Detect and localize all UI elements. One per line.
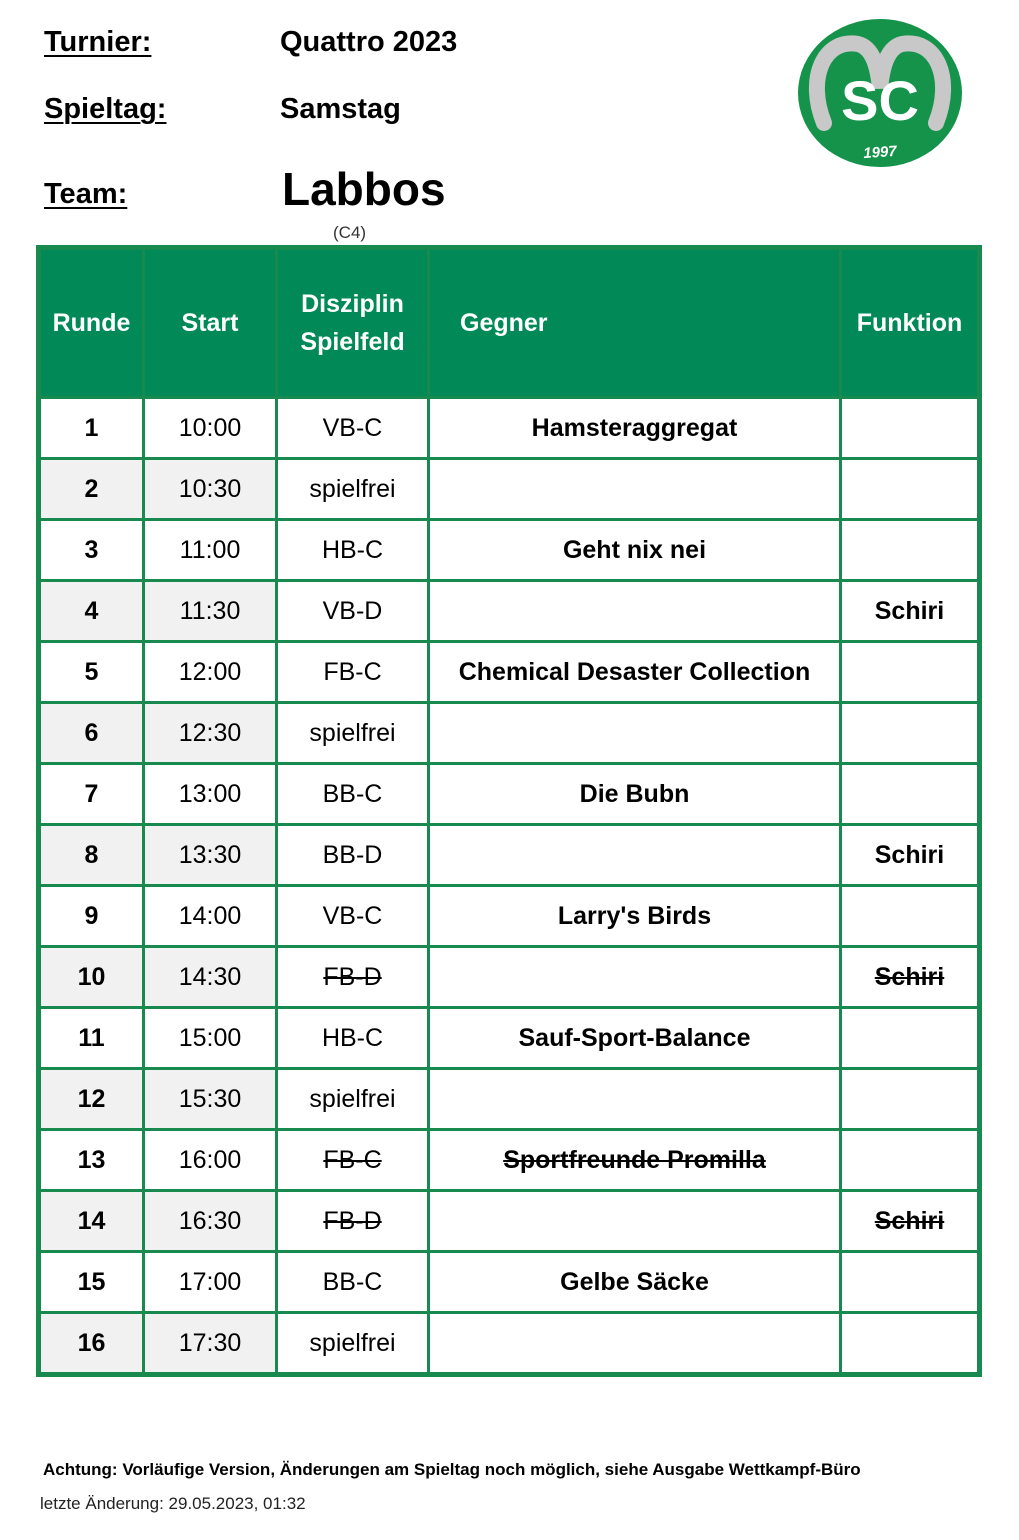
cell-runde <box>39 642 144 703</box>
cell-funktion <box>841 520 980 581</box>
table-header-row <box>39 248 980 398</box>
cell-gegner <box>429 1008 841 1069</box>
cell-funktion <box>841 642 980 703</box>
cell-spielfeld-text: spielfrei <box>309 1084 396 1113</box>
cell-gegner-text: Larry's Birds <box>557 901 712 930</box>
cell-gegner <box>429 459 841 520</box>
cell-spielfeld <box>277 398 429 459</box>
turnier-label: Turnier: <box>44 26 152 58</box>
cell-gegner <box>429 1130 841 1191</box>
cell-runde-text: 4 <box>84 596 99 625</box>
cell-spielfeld-text: VB-D <box>322 596 383 625</box>
cell-start <box>144 1313 277 1375</box>
cell-start-text: 14:30 <box>178 962 242 991</box>
turnier-value: Quattro 2023 <box>280 26 458 58</box>
cell-runde <box>39 1008 144 1069</box>
table-row <box>39 1252 980 1313</box>
cell-runde-text: 3 <box>84 535 99 564</box>
cell-start <box>144 764 277 825</box>
cell-start-text: 15:00 <box>178 1023 242 1052</box>
cell-start-text: 12:00 <box>178 657 242 686</box>
cell-spielfeld <box>277 459 429 520</box>
cell-start-text: 11:30 <box>179 596 241 625</box>
cell-start-text: 10:00 <box>178 413 242 442</box>
table-row <box>39 1130 980 1191</box>
cell-gegner <box>429 764 841 825</box>
cell-runde-text: 12 <box>77 1084 106 1113</box>
cell-gegner-text: Geht nix nei <box>562 535 707 564</box>
cell-spielfeld-text: BB-C <box>322 1267 383 1296</box>
cell-start-text: 11:00 <box>179 535 241 564</box>
cell-gegner <box>429 1069 841 1130</box>
cell-start <box>144 642 277 703</box>
cell-funktion <box>841 1069 980 1130</box>
cell-start-text: 13:30 <box>178 840 242 869</box>
last-change: letzte Änderung: 29.05.2023, 01:32 <box>40 1494 306 1513</box>
cell-start <box>144 703 277 764</box>
cell-gegner <box>429 520 841 581</box>
cell-funktion-text: Schiri <box>874 840 945 869</box>
cell-funktion <box>841 764 980 825</box>
cell-runde <box>39 947 144 1008</box>
cell-funktion <box>841 1313 980 1375</box>
cell-runde <box>39 1191 144 1252</box>
header-disziplin-spielfeld <box>277 248 429 398</box>
cell-spielfeld <box>277 825 429 886</box>
cell-spielfeld <box>277 1313 429 1375</box>
cell-runde-text: 15 <box>77 1267 106 1296</box>
table-row <box>39 1191 980 1252</box>
cell-spielfeld-text: spielfrei <box>309 474 396 503</box>
cell-funktion <box>841 703 980 764</box>
table-row <box>39 642 980 703</box>
cell-funktion <box>841 947 980 1008</box>
cell-spielfeld-text: spielfrei <box>309 1328 396 1357</box>
club-logo <box>796 18 964 168</box>
cell-start <box>144 459 277 520</box>
table-row <box>39 1069 980 1130</box>
cell-runde-text: 7 <box>84 779 99 808</box>
cell-gegner-text: Sportfreunde Promilla <box>503 1145 766 1174</box>
table-row <box>39 825 980 886</box>
cell-runde-text: 8 <box>84 840 99 869</box>
cell-spielfeld <box>277 1252 429 1313</box>
cell-start-text: 16:30 <box>178 1206 242 1235</box>
cell-funktion <box>841 1130 980 1191</box>
cell-funktion <box>841 1008 980 1069</box>
header-gegner: Gegner <box>429 248 841 398</box>
cell-spielfeld <box>277 886 429 947</box>
cell-runde <box>39 825 144 886</box>
spieltag-value: Samstag <box>280 93 401 125</box>
cell-gegner-text: Sauf-Sport-Balance <box>518 1023 751 1052</box>
cell-spielfeld-text: HB-C <box>321 535 384 564</box>
table-row <box>39 581 980 642</box>
cell-runde <box>39 581 144 642</box>
cell-start-text: 10:30 <box>178 474 242 503</box>
cell-runde <box>39 703 144 764</box>
cell-gegner <box>429 398 841 459</box>
cell-gegner <box>429 947 841 1008</box>
cell-funktion <box>841 825 980 886</box>
cell-spielfeld-text: FB-D <box>323 962 382 991</box>
table-row <box>39 703 980 764</box>
team-code: (C4) <box>333 223 367 242</box>
team-label: Team: <box>44 178 128 210</box>
table-row <box>39 1313 980 1375</box>
cell-gegner-text: Chemical Desaster Collection <box>458 657 811 686</box>
cell-runde-text: 13 <box>77 1145 106 1174</box>
cell-gegner <box>429 642 841 703</box>
cell-runde-text: 2 <box>84 474 99 503</box>
cell-spielfeld <box>277 1008 429 1069</box>
cell-runde-text: 6 <box>84 718 99 747</box>
cell-gegner <box>429 1191 841 1252</box>
cell-start <box>144 1130 277 1191</box>
table-row <box>39 1008 980 1069</box>
cell-runde-text: 5 <box>84 657 99 686</box>
cell-funktion <box>841 1252 980 1313</box>
table-row <box>39 947 980 1008</box>
cell-gegner-text: Hamsteraggregat <box>531 413 738 442</box>
cell-runde-text: 14 <box>77 1206 106 1235</box>
cell-runde <box>39 1252 144 1313</box>
cell-gegner <box>429 581 841 642</box>
cell-spielfeld-text: VB-C <box>322 413 383 442</box>
table-row <box>39 764 980 825</box>
cell-start-text: 13:00 <box>178 779 242 808</box>
cell-start <box>144 1069 277 1130</box>
cell-spielfeld-text: spielfrei <box>309 718 396 747</box>
cell-gegner <box>429 886 841 947</box>
table-row <box>39 459 980 520</box>
cell-runde-text: 1 <box>84 413 99 442</box>
cell-funktion-text: Schiri <box>874 962 945 991</box>
cell-start-text: 16:00 <box>178 1145 242 1174</box>
cell-runde <box>39 520 144 581</box>
cell-start-text: 17:00 <box>178 1267 242 1296</box>
cell-start <box>144 1252 277 1313</box>
cell-spielfeld <box>277 703 429 764</box>
logo-year: 1997 <box>862 142 898 163</box>
cell-start <box>144 1191 277 1252</box>
table-row <box>39 886 980 947</box>
cell-spielfeld-text: BB-C <box>322 779 383 808</box>
cell-gegner <box>429 1252 841 1313</box>
cell-funktion-text: Schiri <box>874 596 945 625</box>
spieltag-label: Spieltag: <box>44 93 167 125</box>
cell-gegner <box>429 1313 841 1375</box>
cell-start <box>144 398 277 459</box>
cell-spielfeld <box>277 581 429 642</box>
cell-funktion <box>841 398 980 459</box>
cell-start-text: 17:30 <box>178 1328 242 1357</box>
cell-start-text: 14:00 <box>178 901 242 930</box>
cell-gegner-text: Gelbe Säcke <box>560 1267 709 1296</box>
cell-spielfeld <box>277 1069 429 1130</box>
cell-spielfeld <box>277 1130 429 1191</box>
cell-start-text: 12:30 <box>178 718 242 747</box>
schedule-table <box>36 245 982 1377</box>
cell-gegner <box>429 703 841 764</box>
cell-runde-text: 16 <box>77 1328 106 1357</box>
cell-runde <box>39 398 144 459</box>
cell-spielfeld <box>277 520 429 581</box>
footer-note: Achtung: Vorläufige Version, Änderungen am Spieltag noch möglich, siehe Ausgabe Wettkampf-Büro <box>43 1460 861 1479</box>
cell-runde <box>39 1313 144 1375</box>
cell-runde <box>39 1130 144 1191</box>
cell-runde <box>39 886 144 947</box>
cell-start <box>144 1008 277 1069</box>
cell-gegner-text: Die Bubn <box>579 779 690 808</box>
cell-runde-text: 10 <box>77 962 106 991</box>
cell-start <box>144 581 277 642</box>
cell-gegner <box>429 825 841 886</box>
cell-funktion <box>841 459 980 520</box>
cell-spielfeld-text: FB-C <box>323 1145 382 1174</box>
cell-funktion <box>841 886 980 947</box>
cell-spielfeld-text: FB-D <box>323 1206 382 1235</box>
cell-start <box>144 825 277 886</box>
cell-spielfeld <box>277 764 429 825</box>
cell-spielfeld <box>277 642 429 703</box>
header-runde: Runde <box>39 248 144 398</box>
cell-spielfeld-text: BB-D <box>322 840 383 869</box>
header-start: Start <box>144 248 277 398</box>
team-name: Labbos <box>282 163 446 215</box>
cell-spielfeld-text: HB-C <box>321 1023 384 1052</box>
cell-start <box>144 886 277 947</box>
cell-start <box>144 520 277 581</box>
cell-funktion <box>841 581 980 642</box>
cell-spielfeld <box>277 947 429 1008</box>
cell-runde <box>39 764 144 825</box>
cell-funktion-text: Schiri <box>874 1206 945 1235</box>
cell-runde-text: 9 <box>84 901 99 930</box>
cell-runde <box>39 459 144 520</box>
cell-runde-text: 11 <box>78 1023 105 1052</box>
table-row <box>39 398 980 459</box>
header-funktion: Funktion <box>841 248 980 398</box>
header-disziplin: Disziplin <box>301 290 404 318</box>
cell-start <box>144 947 277 1008</box>
cell-funktion <box>841 1191 980 1252</box>
cell-spielfeld-text: FB-C <box>323 657 382 686</box>
logo-text: SC <box>841 69 919 132</box>
cell-spielfeld-text: VB-C <box>322 901 383 930</box>
cell-start-text: 15:30 <box>178 1084 242 1113</box>
table-row <box>39 520 980 581</box>
cell-runde <box>39 1069 144 1130</box>
header-spielfeld: Spielfeld <box>300 328 405 356</box>
cell-spielfeld <box>277 1191 429 1252</box>
